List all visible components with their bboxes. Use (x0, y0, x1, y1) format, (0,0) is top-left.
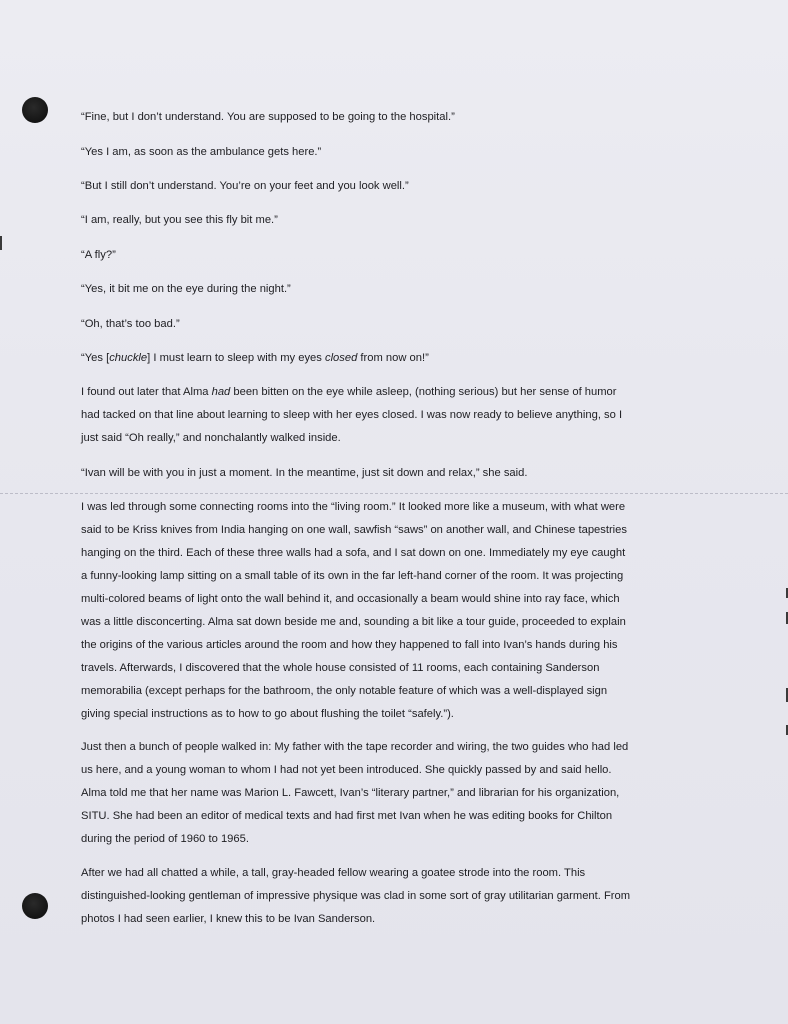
paragraph-line: multi-colored beams of light onto the wall behind it, and occasionally a beam would shine into ray face, which (81, 593, 620, 605)
paragraph-line: us here, and a young woman to whom I had not yet been introduced. She quickly passed by and said hello. (81, 764, 612, 776)
paragraph-line: distinguished-looking gentleman of impressive physique was clad in some sort of gray utilitarian garment. From (81, 890, 631, 902)
paragraph-line: during the period of 1960 to 1965. (81, 833, 249, 845)
paragraph-line: just said “Oh really,” and nonchalantly walked inside. (81, 432, 341, 444)
text-run: ] I must learn to sleep with my eyes (147, 352, 325, 364)
dialogue-line: “Oh, that’s too bad.” (81, 318, 180, 330)
paragraph-line: said to be Kriss knives from India hanging on one wall, sawfish “saws” on another wall, and Chinese tapestries (81, 524, 627, 536)
punch-hole-bottom (22, 893, 48, 919)
paragraph-line: the origins of the various articles around the room and how they happened to fall into Ivan’s hands during his (81, 639, 618, 651)
text-run: been bitten on the eye while asleep, (nothing serious) but her sense of humor (230, 386, 617, 398)
fold-line (0, 493, 788, 494)
paragraph-line: SITU. She had been an editor of medical texts and had first met Ivan when he was editing books for Chilton (81, 810, 613, 822)
paragraph-line: had tacked on that line about learning to sleep with her eyes closed. I was now ready to believe anything, so I (81, 409, 623, 421)
punch-hole-top (22, 97, 48, 123)
dialogue-line: “But I still don’t understand. You’re on your feet and you look well.” (81, 180, 409, 192)
paragraph-line: Alma told me that her name was Marion L. Fawcett, Ivan’s “literary partner,” and librarian for his organization, (81, 787, 620, 799)
dialogue-line: “I am, really, but you see this fly bit me.” (81, 214, 278, 226)
paragraph-people-walked-in (81, 736, 681, 851)
paragraph-line: travels. Afterwards, I discovered that the whole house consisted of 11 rooms, each containing Sanderson (81, 662, 600, 674)
dialogue-line: “A fly?” (81, 249, 116, 261)
paragraph-line: a funny-looking lamp sitting on a small table of its own in the far left-hand corner of the room. It was projecting (81, 570, 624, 582)
paragraph-found-out (81, 381, 681, 450)
italic-run: had (211, 386, 231, 398)
text-run: I found out later that Alma (81, 386, 212, 398)
paragraph-line: I was led through some connecting rooms into the “living room.” It looked more like a museum, with what were (81, 501, 626, 513)
paragraph-line: After we had all chatted a while, a tall, gray-headed fellow wearing a goatee strode into the room. This (81, 867, 586, 879)
paragraph-ivan-enters (81, 862, 681, 931)
text-run: “Yes [ (81, 352, 110, 364)
dialogue-line: “Yes I am, as soon as the ambulance gets here.” (81, 146, 322, 158)
text-run: from now on!” (357, 352, 429, 364)
paragraph-line: was a little disconcerting. Alma sat down beside me and, sounding a bit like a tour guide, proceeded to explain (81, 616, 626, 628)
paragraph-line (81, 381, 681, 404)
paragraph-living-room (81, 496, 681, 726)
paragraph-line: photos I had seen earlier, I knew this to be Ivan Sanderson. (81, 913, 376, 925)
paragraph-line: giving special instructions as to how to go about flushing the toilet “safely.”). (81, 708, 454, 720)
dialogue-line-chuckle (81, 347, 681, 370)
dialogue-line-ivan: “Ivan will be with you in just a moment. In the meantime, just sit down and relax,” she said. (81, 467, 528, 479)
paragraph-line: memorabilia (except perhaps for the bathroom, the only notable feature of which was a well-displayed sign (81, 685, 608, 697)
dialogue-line: “Fine, but I don’t understand. You are supposed to be going to the hospital.” (81, 111, 455, 123)
paragraph-line: Just then a bunch of people walked in: My father with the tape recorder and wiring, the two guides who had led (81, 741, 629, 753)
dialogue-line: “Yes, it bit me on the eye during the night.” (81, 283, 291, 295)
italic-run: chuckle (109, 352, 148, 364)
edge-mark (0, 236, 2, 250)
paragraph-line: hanging on the third. Each of these three walls had a sofa, and I sat down on one. Immediately my eye caught (81, 547, 626, 559)
italic-run: closed (324, 352, 358, 364)
